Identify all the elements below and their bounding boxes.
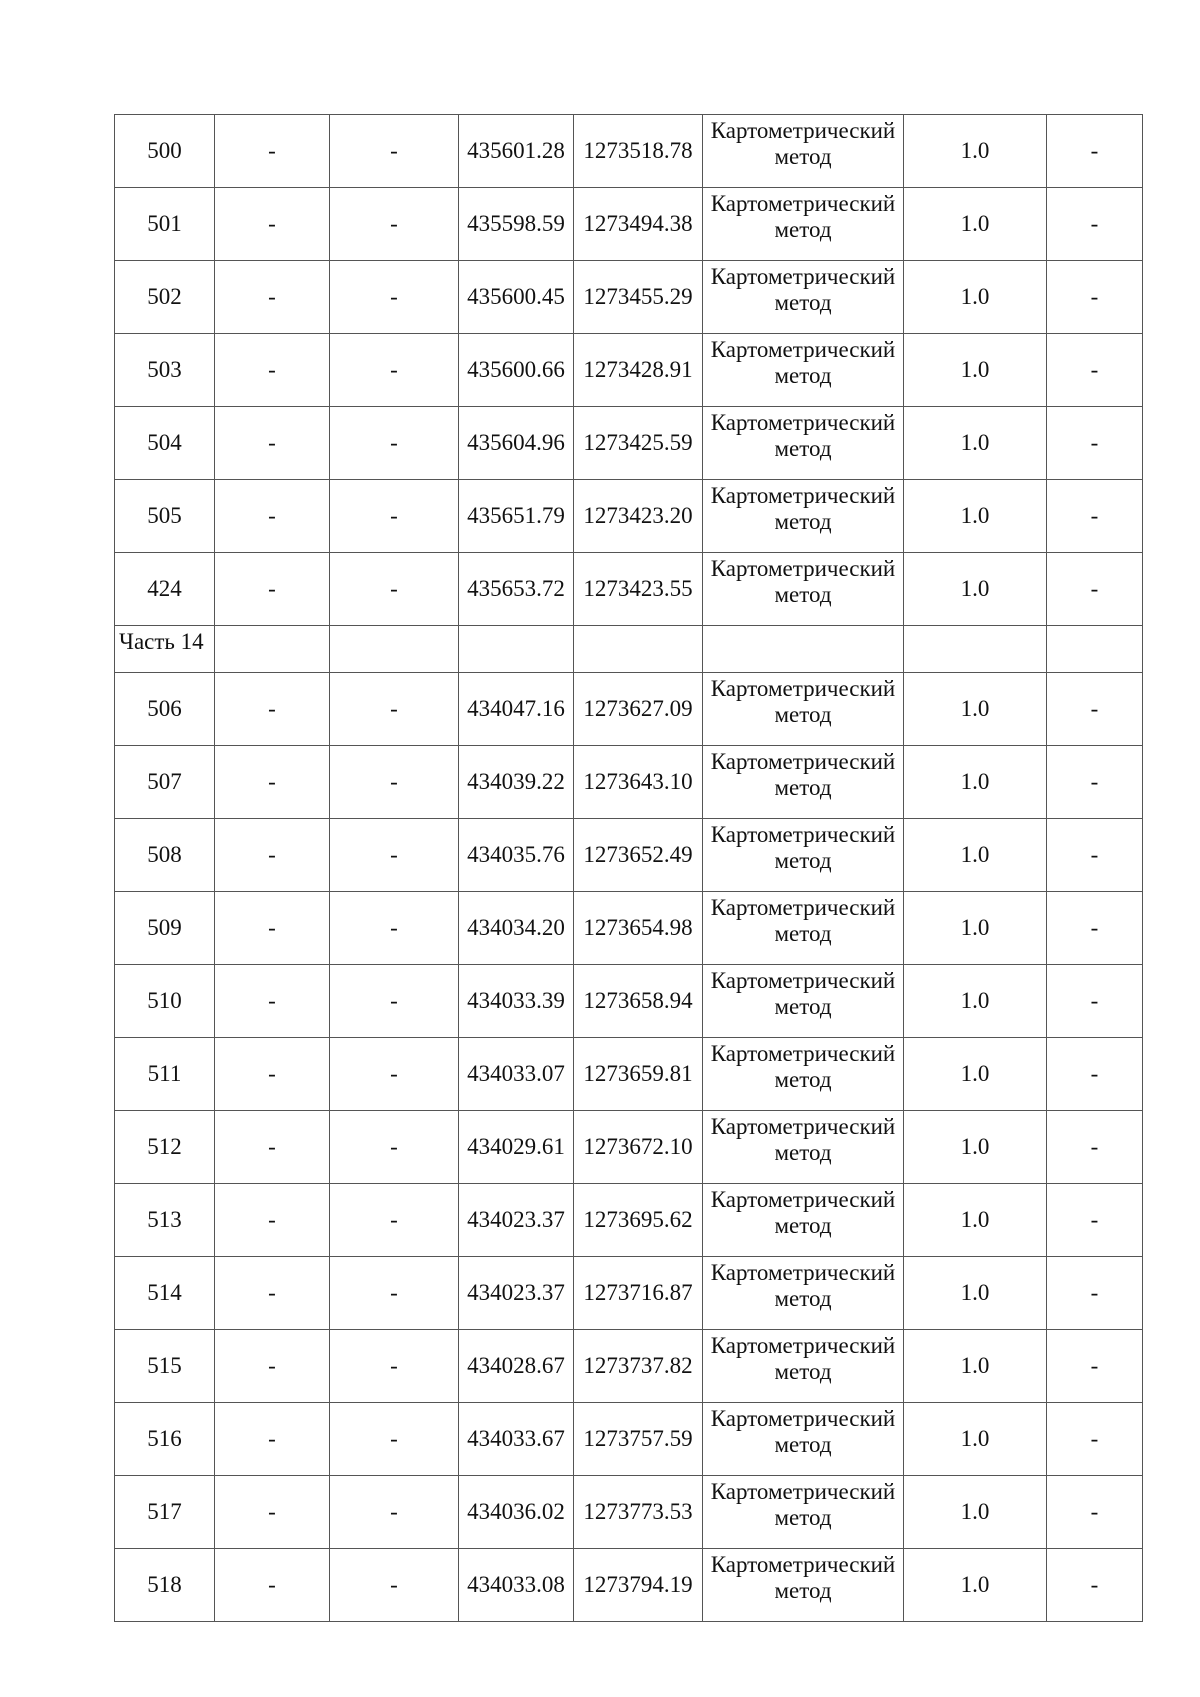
dash-cell-col3: - (330, 115, 459, 188)
y-coordinate-cell: 1273672.10 (574, 1111, 703, 1184)
table-row (115, 1257, 1143, 1330)
dash-cell-col3: - (330, 1330, 459, 1403)
dash-cell-col8: - (1047, 261, 1143, 334)
method-line-2: метод (774, 144, 832, 169)
dash-cell-col2: - (215, 407, 330, 480)
method-cell (703, 673, 904, 746)
dash-cell-col3: - (330, 480, 459, 553)
y-coordinate-cell: 1273423.20 (574, 480, 703, 553)
method-line-1: Картометрический (710, 410, 896, 435)
accuracy-cell: 1.0 (904, 1476, 1047, 1549)
table-row (115, 553, 1143, 626)
accuracy-cell: 1.0 (904, 1111, 1047, 1184)
method-line-1: Картометрический (710, 118, 896, 143)
dash-cell-col8: - (1047, 1111, 1143, 1184)
table-row (115, 1038, 1143, 1111)
table-row (115, 673, 1143, 746)
x-coordinate-cell: 434035.76 (459, 819, 574, 892)
dash-cell-col8: - (1047, 965, 1143, 1038)
method-line-1: Картометрический (710, 1406, 896, 1431)
coordinates-table (114, 114, 1143, 1622)
dash-cell-col8: - (1047, 1330, 1143, 1403)
method-line-1: Картометрический (710, 556, 896, 581)
empty-cell (215, 626, 330, 673)
method-cell (703, 1476, 904, 1549)
table-row (115, 1549, 1143, 1622)
method-line-2: метод (774, 702, 832, 727)
accuracy-cell: 1.0 (904, 1038, 1047, 1111)
point-number-cell: 515 (115, 1330, 215, 1403)
point-number-cell: 511 (115, 1038, 215, 1111)
table-row (115, 188, 1143, 261)
method-line-2: метод (774, 1286, 832, 1311)
part-label: Часть 14 (115, 626, 215, 673)
empty-cell (574, 626, 703, 673)
method-line-2: метод (774, 582, 832, 607)
point-number-cell: 508 (115, 819, 215, 892)
point-number-cell: 514 (115, 1257, 215, 1330)
accuracy-cell: 1.0 (904, 115, 1047, 188)
method-line-1: Картометрический (710, 1187, 896, 1212)
method-line-1: Картометрический (710, 1479, 896, 1504)
method-cell (703, 553, 904, 626)
point-number-cell: 505 (115, 480, 215, 553)
method-line-1: Картометрический (710, 1260, 896, 1285)
table-row (115, 746, 1143, 819)
method-line-2: метод (774, 775, 832, 800)
method-cell (703, 334, 904, 407)
dash-cell-col2: - (215, 1549, 330, 1622)
dash-cell-col3: - (330, 188, 459, 261)
accuracy-cell: 1.0 (904, 480, 1047, 553)
point-number-cell: 517 (115, 1476, 215, 1549)
dash-cell-col3: - (330, 1257, 459, 1330)
point-number-cell: 503 (115, 334, 215, 407)
table-row (115, 115, 1143, 188)
dash-cell-col8: - (1047, 407, 1143, 480)
y-coordinate-cell: 1273716.87 (574, 1257, 703, 1330)
table-body (115, 115, 1143, 1622)
x-coordinate-cell: 434033.67 (459, 1403, 574, 1476)
method-line-1: Картометрический (710, 968, 896, 993)
point-number-cell: 516 (115, 1403, 215, 1476)
x-coordinate-cell: 434034.20 (459, 892, 574, 965)
dash-cell-col2: - (215, 1330, 330, 1403)
method-line-2: метод (774, 1140, 832, 1165)
dash-cell-col8: - (1047, 892, 1143, 965)
dash-cell-col2: - (215, 965, 330, 1038)
y-coordinate-cell: 1273652.49 (574, 819, 703, 892)
dash-cell-col8: - (1047, 188, 1143, 261)
accuracy-cell: 1.0 (904, 1403, 1047, 1476)
dash-cell-col3: - (330, 407, 459, 480)
y-coordinate-cell: 1273627.09 (574, 673, 703, 746)
dash-cell-col3: - (330, 892, 459, 965)
point-number-cell: 501 (115, 188, 215, 261)
dash-cell-col8: - (1047, 1476, 1143, 1549)
accuracy-cell: 1.0 (904, 261, 1047, 334)
dash-cell-col2: - (215, 892, 330, 965)
y-coordinate-cell: 1273494.38 (574, 188, 703, 261)
method-line-2: метод (774, 1505, 832, 1530)
accuracy-cell: 1.0 (904, 553, 1047, 626)
x-coordinate-cell: 435604.96 (459, 407, 574, 480)
method-cell (703, 1549, 904, 1622)
x-coordinate-cell: 434036.02 (459, 1476, 574, 1549)
method-line-1: Картометрический (710, 1114, 896, 1139)
method-line-2: метод (774, 1578, 832, 1603)
method-line-1: Картометрический (710, 337, 896, 362)
dash-cell-col8: - (1047, 480, 1143, 553)
x-coordinate-cell: 434023.37 (459, 1257, 574, 1330)
dash-cell-col3: - (330, 1403, 459, 1476)
x-coordinate-cell: 435598.59 (459, 188, 574, 261)
x-coordinate-cell: 434033.08 (459, 1549, 574, 1622)
dash-cell-col2: - (215, 553, 330, 626)
dash-cell-col2: - (215, 115, 330, 188)
empty-cell (703, 626, 904, 673)
dash-cell-col8: - (1047, 553, 1143, 626)
method-line-2: метод (774, 217, 832, 242)
dash-cell-col8: - (1047, 1257, 1143, 1330)
method-cell (703, 1257, 904, 1330)
accuracy-cell: 1.0 (904, 334, 1047, 407)
x-coordinate-cell: 434033.39 (459, 965, 574, 1038)
dash-cell-col3: - (330, 1111, 459, 1184)
accuracy-cell: 1.0 (904, 819, 1047, 892)
method-line-1: Картометрический (710, 1333, 896, 1358)
x-coordinate-cell: 435651.79 (459, 480, 574, 553)
dash-cell-col2: - (215, 480, 330, 553)
method-line-1: Картометрический (710, 191, 896, 216)
accuracy-cell: 1.0 (904, 1330, 1047, 1403)
method-line-2: метод (774, 1432, 832, 1457)
method-cell (703, 1038, 904, 1111)
dash-cell-col8: - (1047, 1549, 1143, 1622)
dash-cell-col2: - (215, 1038, 330, 1111)
point-number-cell: 509 (115, 892, 215, 965)
x-coordinate-cell: 435600.45 (459, 261, 574, 334)
dash-cell-col2: - (215, 1111, 330, 1184)
y-coordinate-cell: 1273455.29 (574, 261, 703, 334)
method-line-1: Картометрический (710, 1041, 896, 1066)
y-coordinate-cell: 1273423.55 (574, 553, 703, 626)
method-line-1: Картометрический (710, 483, 896, 508)
dash-cell-col2: - (215, 673, 330, 746)
point-number-cell: 506 (115, 673, 215, 746)
dash-cell-col3: - (330, 334, 459, 407)
table-row (115, 1403, 1143, 1476)
method-line-1: Картометрический (710, 1552, 896, 1577)
table-row (115, 334, 1143, 407)
method-line-1: Картометрический (710, 822, 896, 847)
point-number-cell: 510 (115, 965, 215, 1038)
method-line-2: метод (774, 1067, 832, 1092)
table-row (115, 1184, 1143, 1257)
method-line-1: Картометрический (710, 676, 896, 701)
dash-cell-col2: - (215, 261, 330, 334)
x-coordinate-cell: 435600.66 (459, 334, 574, 407)
x-coordinate-cell: 434023.37 (459, 1184, 574, 1257)
x-coordinate-cell: 434047.16 (459, 673, 574, 746)
accuracy-cell: 1.0 (904, 1257, 1047, 1330)
empty-cell (330, 626, 459, 673)
dash-cell-col8: - (1047, 1184, 1143, 1257)
dash-cell-col2: - (215, 819, 330, 892)
dash-cell-col3: - (330, 1549, 459, 1622)
table-row (115, 480, 1143, 553)
method-cell (703, 1184, 904, 1257)
method-line-2: метод (774, 848, 832, 873)
accuracy-cell: 1.0 (904, 965, 1047, 1038)
dash-cell-col3: - (330, 1476, 459, 1549)
table-row (115, 1476, 1143, 1549)
dash-cell-col3: - (330, 673, 459, 746)
dash-cell-col2: - (215, 188, 330, 261)
dash-cell-col8: - (1047, 1403, 1143, 1476)
x-coordinate-cell: 434028.67 (459, 1330, 574, 1403)
method-cell (703, 1330, 904, 1403)
accuracy-cell: 1.0 (904, 892, 1047, 965)
method-line-2: метод (774, 509, 832, 534)
method-cell (703, 261, 904, 334)
table-row (115, 407, 1143, 480)
y-coordinate-cell: 1273695.62 (574, 1184, 703, 1257)
x-coordinate-cell: 434029.61 (459, 1111, 574, 1184)
point-number-cell: 424 (115, 553, 215, 626)
method-cell (703, 819, 904, 892)
method-line-2: метод (774, 363, 832, 388)
method-line-2: метод (774, 994, 832, 1019)
table-row (115, 1111, 1143, 1184)
y-coordinate-cell: 1273757.59 (574, 1403, 703, 1476)
method-line-2: метод (774, 436, 832, 461)
dash-cell-col8: - (1047, 115, 1143, 188)
method-cell (703, 407, 904, 480)
y-coordinate-cell: 1273425.59 (574, 407, 703, 480)
dash-cell-col8: - (1047, 334, 1143, 407)
point-number-cell: 504 (115, 407, 215, 480)
dash-cell-col2: - (215, 1476, 330, 1549)
point-number-cell: 500 (115, 115, 215, 188)
dash-cell-col8: - (1047, 1038, 1143, 1111)
dash-cell-col3: - (330, 819, 459, 892)
y-coordinate-cell: 1273773.53 (574, 1476, 703, 1549)
accuracy-cell: 1.0 (904, 188, 1047, 261)
method-line-1: Картометрический (710, 895, 896, 920)
point-number-cell: 518 (115, 1549, 215, 1622)
method-line-2: метод (774, 1213, 832, 1238)
y-coordinate-cell: 1273737.82 (574, 1330, 703, 1403)
dash-cell-col3: - (330, 1038, 459, 1111)
dash-cell-col8: - (1047, 819, 1143, 892)
empty-cell (1047, 626, 1143, 673)
table-row (115, 965, 1143, 1038)
dash-cell-col3: - (330, 965, 459, 1038)
table-row (115, 1330, 1143, 1403)
x-coordinate-cell: 435653.72 (459, 553, 574, 626)
accuracy-cell: 1.0 (904, 1549, 1047, 1622)
dash-cell-col2: - (215, 334, 330, 407)
x-coordinate-cell: 435601.28 (459, 115, 574, 188)
accuracy-cell: 1.0 (904, 746, 1047, 819)
dash-cell-col2: - (215, 1257, 330, 1330)
method-cell (703, 188, 904, 261)
dash-cell-col3: - (330, 1184, 459, 1257)
table-row (115, 261, 1143, 334)
accuracy-cell: 1.0 (904, 1184, 1047, 1257)
x-coordinate-cell: 434039.22 (459, 746, 574, 819)
dash-cell-col2: - (215, 1403, 330, 1476)
method-cell (703, 1111, 904, 1184)
accuracy-cell: 1.0 (904, 407, 1047, 480)
method-cell (703, 115, 904, 188)
method-cell (703, 480, 904, 553)
method-cell (703, 965, 904, 1038)
y-coordinate-cell: 1273659.81 (574, 1038, 703, 1111)
x-coordinate-cell: 434033.07 (459, 1038, 574, 1111)
method-line-2: метод (774, 290, 832, 315)
empty-cell (904, 626, 1047, 673)
accuracy-cell: 1.0 (904, 673, 1047, 746)
dash-cell-col3: - (330, 746, 459, 819)
dash-cell-col8: - (1047, 746, 1143, 819)
method-cell (703, 1403, 904, 1476)
dash-cell-col2: - (215, 746, 330, 819)
dash-cell-col2: - (215, 1184, 330, 1257)
point-number-cell: 512 (115, 1111, 215, 1184)
y-coordinate-cell: 1273518.78 (574, 115, 703, 188)
y-coordinate-cell: 1273643.10 (574, 746, 703, 819)
y-coordinate-cell: 1273794.19 (574, 1549, 703, 1622)
dash-cell-col3: - (330, 261, 459, 334)
part-header-row (115, 626, 1143, 673)
dash-cell-col3: - (330, 553, 459, 626)
method-cell (703, 746, 904, 819)
empty-cell (459, 626, 574, 673)
method-line-1: Картометрический (710, 749, 896, 774)
y-coordinate-cell: 1273654.98 (574, 892, 703, 965)
point-number-cell: 513 (115, 1184, 215, 1257)
y-coordinate-cell: 1273658.94 (574, 965, 703, 1038)
method-line-2: метод (774, 921, 832, 946)
method-line-1: Картометрический (710, 264, 896, 289)
method-line-2: метод (774, 1359, 832, 1384)
method-cell (703, 892, 904, 965)
point-number-cell: 502 (115, 261, 215, 334)
table-row (115, 892, 1143, 965)
y-coordinate-cell: 1273428.91 (574, 334, 703, 407)
table-row (115, 819, 1143, 892)
dash-cell-col8: - (1047, 673, 1143, 746)
point-number-cell: 507 (115, 746, 215, 819)
